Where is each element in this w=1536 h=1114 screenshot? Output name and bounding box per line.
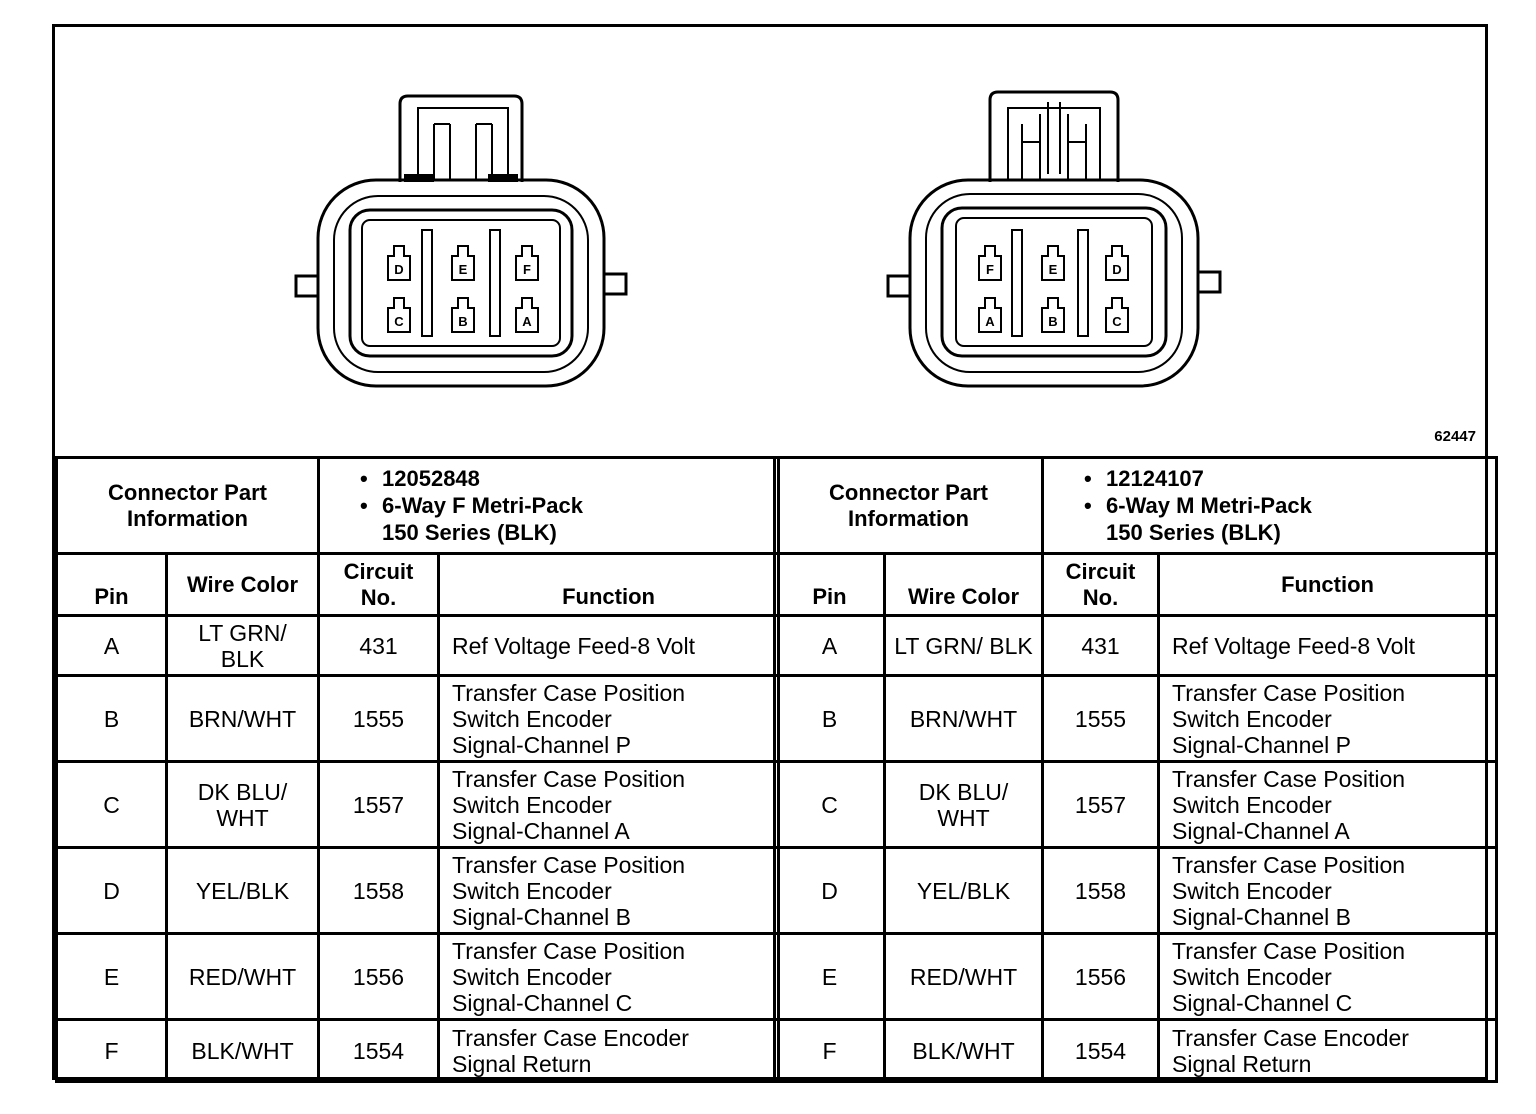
connector-part-info (1043, 458, 1497, 554)
function-cell (439, 762, 779, 848)
wire-color-cell: LT GRN/ BLK (885, 616, 1043, 676)
pin-cell: A (57, 616, 167, 676)
circuit-cell: 431 (1043, 616, 1159, 676)
column-header-pin: Pin (775, 554, 885, 616)
table-row (775, 616, 1497, 676)
function-cell (1159, 762, 1497, 848)
part-description-line2: 150 Series (BLK) (1106, 520, 1281, 545)
part-description-line2: 150 Series (BLK) (382, 520, 557, 545)
pin-label: B (458, 314, 468, 329)
function-cell (1159, 934, 1497, 1020)
figure-number: 62447 (1434, 428, 1476, 445)
table-row (57, 848, 779, 934)
part-description-line1: • 6-Way F Metri-Pack (360, 492, 771, 519)
function-line: Switch Encoder (1172, 963, 1332, 990)
function-line: Signal-Channel C (1172, 989, 1353, 1016)
pinout-table-right (773, 456, 1498, 1083)
circuit-cell: 431 (319, 616, 439, 676)
table-header-row (775, 554, 1497, 616)
connector-left-face (296, 96, 626, 386)
wire-color-cell: LT GRN/ BLK (167, 616, 319, 676)
pin-label: C (394, 314, 404, 329)
pin-label: E (1048, 262, 1058, 277)
function-line: Signal Return (452, 1050, 592, 1077)
pin-cell: D (775, 848, 885, 934)
wire-color-cell: YEL/BLK (167, 848, 319, 934)
function-line: Signal-Channel B (452, 903, 632, 930)
part-description-line1: • 6-Way M Metri-Pack (1084, 492, 1489, 519)
connector-info-row (57, 458, 779, 554)
pin-cell: B (57, 676, 167, 762)
table-row (57, 1020, 779, 1082)
part-number: • 12124107 (1084, 465, 1489, 492)
pinout-rows-left (57, 616, 779, 1082)
pin-cell: B (775, 676, 885, 762)
wire-color-cell: BLK/WHT (885, 1020, 1043, 1082)
connector-part-info (319, 458, 779, 554)
wire-color-cell: BRN/WHT (885, 676, 1043, 762)
function-line: Transfer Case Position (1172, 937, 1406, 964)
table-row (57, 676, 779, 762)
table-row (57, 762, 779, 848)
pin-cavities-right (979, 246, 1128, 332)
function-line: Ref Voltage Feed-8 Volt (452, 632, 695, 659)
function-line: Switch Encoder (1172, 877, 1332, 904)
function-line: Transfer Case Encoder (1172, 1024, 1409, 1051)
pin-label: A (985, 314, 995, 329)
function-cell (439, 676, 779, 762)
function-line: Ref Voltage Feed-8 Volt (1172, 632, 1415, 659)
connector-info-label: Connector Part Information (57, 458, 319, 554)
table-row (775, 848, 1497, 934)
function-line: Switch Encoder (1172, 705, 1332, 732)
circuit-cell: 1555 (319, 676, 439, 762)
pin-cell: C (57, 762, 167, 848)
circuit-cell: 1557 (1043, 762, 1159, 848)
wire-color-cell: BLK/WHT (167, 1020, 319, 1082)
function-line: Signal-Channel P (1172, 731, 1352, 758)
circuit-cell: 1558 (1043, 848, 1159, 934)
column-header-wire-color: Wire Color (167, 554, 319, 616)
pin-label: D (394, 262, 404, 277)
connector-face-diagrams (52, 24, 1488, 456)
function-cell (1159, 848, 1497, 934)
function-line: Transfer Case Position (452, 765, 686, 792)
column-header-circuit: Circuit No. (1043, 554, 1159, 616)
column-header-function: Function (439, 554, 779, 616)
wire-color-cell: DK BLU/ WHT (167, 762, 319, 848)
circuit-cell: 1556 (1043, 934, 1159, 1020)
table-row (775, 1020, 1497, 1082)
function-line: Transfer Case Position (1172, 851, 1406, 878)
pinout-rows-right (775, 616, 1497, 1082)
wire-color-cell: YEL/BLK (885, 848, 1043, 934)
circuit-cell: 1556 (319, 934, 439, 1020)
function-line: Transfer Case Position (1172, 765, 1406, 792)
function-cell (439, 934, 779, 1020)
connector-info-label: Connector Part Information (775, 458, 1043, 554)
wire-color-cell: RED/WHT (885, 934, 1043, 1020)
function-line: Transfer Case Position (1172, 679, 1406, 706)
circuit-cell: 1554 (319, 1020, 439, 1082)
function-line: Switch Encoder (1172, 791, 1332, 818)
function-line: Switch Encoder (452, 877, 612, 904)
pin-cell: E (57, 934, 167, 1020)
pin-cavities-left (388, 246, 538, 332)
wire-color-cell: BRN/WHT (167, 676, 319, 762)
function-line: Signal-Channel A (1172, 817, 1350, 844)
function-cell (439, 616, 779, 676)
pin-cell: F (775, 1020, 885, 1082)
pin-cell: C (775, 762, 885, 848)
connector-right-face (888, 92, 1220, 386)
wire-color-cell: RED/WHT (167, 934, 319, 1020)
table-row (57, 616, 779, 676)
function-cell (1159, 676, 1497, 762)
function-cell (439, 1020, 779, 1082)
function-line: Transfer Case Position (452, 679, 686, 706)
pin-cell: F (57, 1020, 167, 1082)
function-line: Signal-Channel P (452, 731, 632, 758)
table-row (775, 676, 1497, 762)
pin-label: F (523, 262, 531, 277)
function-line: Switch Encoder (452, 963, 612, 990)
function-cell (439, 848, 779, 934)
connector-info-row (775, 458, 1497, 554)
function-line: Signal-Channel C (452, 989, 633, 1016)
table-row (775, 934, 1497, 1020)
circuit-cell: 1554 (1043, 1020, 1159, 1082)
pin-cell: A (775, 616, 885, 676)
pin-label: C (1112, 314, 1122, 329)
function-line: Switch Encoder (452, 705, 612, 732)
function-line: Signal Return (1172, 1050, 1312, 1077)
column-header-pin: Pin (57, 554, 167, 616)
function-line: Signal-Channel B (1172, 903, 1352, 930)
function-line: Signal-Channel A (452, 817, 630, 844)
wire-color-cell: DK BLU/ WHT (885, 762, 1043, 848)
function-line: Switch Encoder (452, 791, 612, 818)
pin-label: F (986, 262, 994, 277)
table-header-row (57, 554, 779, 616)
pinout-table-left (55, 456, 780, 1083)
pin-label: E (458, 262, 468, 277)
function-cell (1159, 1020, 1497, 1082)
pin-cell: E (775, 934, 885, 1020)
pin-label: B (1048, 314, 1058, 329)
part-number: • 12052848 (360, 465, 771, 492)
column-header-function: Function (1159, 554, 1497, 616)
table-row (57, 934, 779, 1020)
pin-label: A (522, 314, 532, 329)
column-header-circuit: Circuit No. (319, 554, 439, 616)
function-line: Transfer Case Position (452, 937, 686, 964)
circuit-cell: 1557 (319, 762, 439, 848)
column-header-wire-color: Wire Color (885, 554, 1043, 616)
function-cell (1159, 616, 1497, 676)
function-line: Transfer Case Position (452, 851, 686, 878)
function-line: Transfer Case Encoder (452, 1024, 689, 1051)
circuit-cell: 1558 (319, 848, 439, 934)
pin-cell: D (57, 848, 167, 934)
circuit-cell: 1555 (1043, 676, 1159, 762)
pin-label: D (1112, 262, 1122, 277)
table-row (775, 762, 1497, 848)
